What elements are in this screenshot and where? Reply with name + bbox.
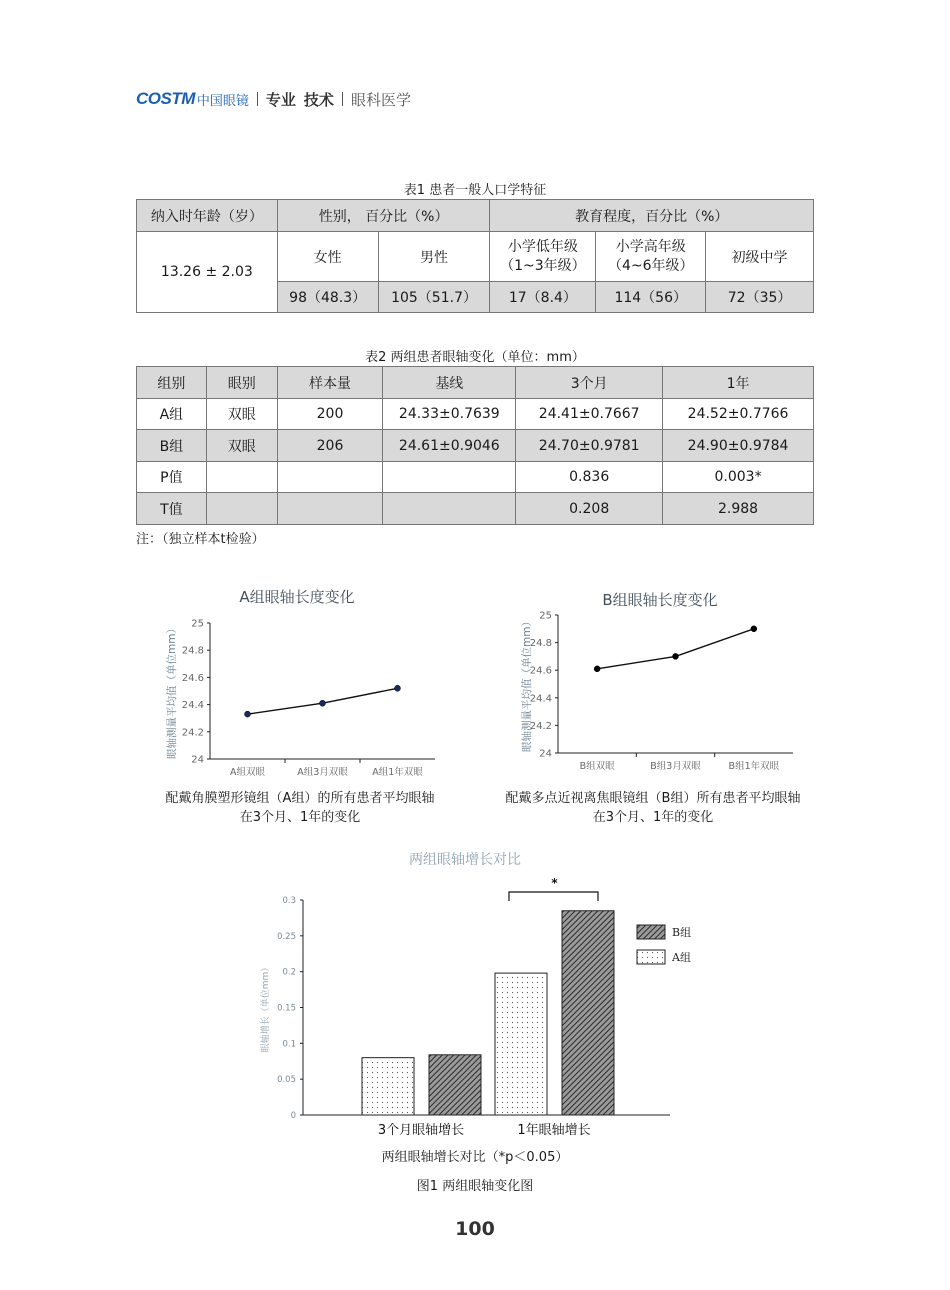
y-tick-label: 0.2 — [282, 967, 296, 978]
table1-subheader-upper-primary-line1: 小学高年级 — [615, 238, 686, 255]
table-cell: A组 — [137, 399, 207, 430]
table1-subheader-female: 女性 — [277, 232, 378, 282]
y-tick-label: 0.25 — [277, 931, 296, 942]
table2-header-cell: 眼别 — [206, 367, 277, 399]
logo-mark: COSTM — [136, 89, 195, 108]
y-tick-label: 24.6 — [181, 672, 204, 684]
bar-b — [562, 911, 614, 1115]
table-row — [137, 462, 814, 493]
table-row — [137, 399, 814, 430]
table1 — [136, 199, 814, 313]
table-cell: 双眼 — [206, 430, 277, 462]
header-divider — [342, 92, 343, 106]
legend-swatch — [637, 950, 665, 964]
table-cell: 24.70±0.9781 — [516, 430, 663, 462]
table1-age-value: 13.26 ± 2.03 — [137, 232, 278, 313]
table-cell: 206 — [277, 430, 383, 462]
significance-marker: * — [551, 876, 558, 890]
x-tick-label: B组双眼 — [579, 761, 615, 772]
x-tick-label: B组3月双眼 — [650, 761, 701, 772]
table2 — [136, 366, 814, 525]
table-cell: 0.208 — [516, 493, 663, 525]
chart-a-caption — [140, 789, 460, 827]
chart-b-caption — [488, 789, 818, 827]
table2-header-cell: 3个月 — [516, 367, 663, 399]
table1-subheader-upper-primary — [596, 232, 706, 282]
table1-header-gender: 性别， 百分比（%） — [277, 200, 490, 232]
logo-text: 中国眼镜 — [196, 93, 249, 109]
table2-header-cell: 组别 — [137, 367, 207, 399]
table-cell: 24.90±0.9784 — [663, 430, 814, 462]
y-tick-label: 0.3 — [282, 896, 296, 906]
table1-caption: 表1 患者一般人口学特征 — [403, 183, 547, 198]
chart-b-line — [518, 585, 808, 780]
x-tick-label: A组1年双眼 — [372, 767, 423, 778]
table-cell: T值 — [137, 493, 207, 525]
table-cell — [277, 462, 383, 493]
table2-caption: 表2 两组患者眼轴变化（单位：mm） — [365, 350, 585, 365]
table-cell: 0.836 — [516, 462, 663, 493]
header-section-1: 专业 — [265, 90, 296, 109]
table1-value-lower-primary: 17（8.4） — [490, 282, 596, 313]
table1-subheader-lower-primary-line2: （1~3年级） — [500, 257, 586, 274]
logo — [136, 89, 249, 109]
legend-label: B组 — [672, 926, 692, 939]
table1-header-age: 纳入时年龄（岁） — [137, 200, 278, 232]
table2-header-cell: 样本量 — [277, 367, 383, 399]
table-cell: 双眼 — [206, 399, 277, 430]
table-cell: 2.988 — [663, 493, 814, 525]
table1-value-female: 98（48.3） — [277, 282, 378, 313]
table-row — [137, 430, 814, 462]
table-cell — [206, 493, 277, 525]
y-tick-label: 24.4 — [181, 700, 204, 712]
y-tick-label: 24.8 — [529, 638, 552, 650]
chart-c-bar — [250, 845, 710, 1143]
chart-c-caption: 两组眼轴增长对比（*p＜0.05） — [381, 1150, 569, 1165]
table1-subheader-junior-high: 初级中学 — [706, 232, 814, 282]
bar-a — [495, 973, 547, 1115]
data-point — [751, 626, 757, 632]
chart-b-caption-line2: 在3个月、1年的变化 — [592, 810, 714, 825]
data-point — [320, 700, 326, 706]
table-cell: 24.41±0.7667 — [516, 399, 663, 430]
y-axis-label: 眼轴增长（单位mm） — [261, 962, 271, 1053]
table1-value-junior-high: 72（35） — [706, 282, 814, 313]
chart-a-caption-line2: 在3个月、1年的变化 — [239, 810, 361, 825]
chart-b-caption-line1: 配戴多点近视离焦眼镜组（B组）所有患者平均眼轴 — [505, 791, 801, 806]
header-section-3: 眼科医学 — [350, 90, 411, 109]
significance-bracket — [509, 892, 598, 901]
y-tick-label: 24 — [191, 754, 204, 766]
figure-caption: 图1 两组眼轴变化图 — [416, 1179, 534, 1194]
page-header — [136, 88, 411, 110]
y-tick-label: 24.6 — [529, 665, 552, 677]
header-section-2: 技术 — [303, 90, 334, 109]
table1-value-upper-primary: 114（56） — [596, 282, 706, 313]
table-cell: 24.33±0.7639 — [383, 399, 516, 430]
chart-a-caption-line1: 配戴角膜塑形镜组（A组）的所有患者平均眼轴 — [165, 791, 435, 806]
table2-header-cell: 1年 — [663, 367, 814, 399]
table-cell — [277, 493, 383, 525]
y-tick-label: 25 — [191, 618, 204, 630]
x-tick-label: 3个月眼轴增长 — [377, 1123, 465, 1138]
table-cell — [383, 462, 516, 493]
table1-subheader-lower-primary — [490, 232, 596, 282]
series-line — [597, 629, 754, 669]
chart-a-line — [160, 580, 450, 785]
y-tick-label: 0 — [290, 1111, 296, 1121]
table-cell: 200 — [277, 399, 383, 430]
table-cell: 24.52±0.7766 — [663, 399, 814, 430]
bar-b — [429, 1055, 481, 1115]
chart-title: A组眼轴长度变化 — [239, 588, 355, 606]
table-cell: 24.61±0.9046 — [383, 430, 516, 462]
table1-value-male: 105（51.7） — [378, 282, 490, 313]
x-tick-label: B组1年双眼 — [728, 761, 780, 772]
page-number: 100 — [455, 1218, 495, 1240]
y-tick-label: 24 — [539, 748, 552, 760]
legend-swatch — [637, 925, 665, 939]
chart-title: 两组眼轴增长对比 — [409, 852, 521, 868]
x-tick-label: 1年眼轴增长 — [517, 1123, 591, 1138]
y-axis-label: 眼轴测量平均值（单位mm） — [166, 623, 178, 759]
header-divider — [257, 92, 258, 106]
data-point — [673, 653, 679, 659]
y-tick-label: 24.2 — [181, 727, 204, 739]
y-tick-label: 24.2 — [529, 720, 552, 732]
table1-subheader-lower-primary-line1: 小学低年级 — [507, 238, 578, 255]
table2-note: 注：（独立样本t检验） — [136, 532, 265, 547]
y-tick-label: 0.05 — [277, 1075, 296, 1086]
y-axis-label: 眼轴测量平均值（单位mm） — [521, 616, 533, 752]
data-point — [245, 711, 251, 717]
x-tick-label: A组双眼 — [230, 767, 265, 778]
table1-header-education: 教育程度，百分比（%） — [490, 200, 814, 232]
y-tick-label: 0.1 — [282, 1039, 296, 1050]
table-cell: P值 — [137, 462, 207, 493]
chart-title: B组眼轴长度变化 — [602, 591, 718, 609]
table2-header-cell: 基线 — [383, 367, 516, 399]
table-cell: B组 — [137, 430, 207, 462]
y-tick-label: 0.15 — [277, 1003, 296, 1014]
table-row — [137, 493, 814, 525]
y-tick-label: 24.4 — [529, 693, 552, 705]
bar-a — [362, 1058, 414, 1115]
table-cell — [206, 462, 277, 493]
legend-label: A组 — [672, 951, 691, 964]
y-tick-label: 24.8 — [181, 645, 204, 657]
table1-subheader-upper-primary-line2: （4~6年级） — [607, 257, 694, 274]
table-cell: 0.003* — [663, 462, 814, 493]
data-point — [594, 666, 600, 672]
table2-header-row — [137, 367, 814, 399]
x-tick-label: A组3月双眼 — [297, 767, 348, 778]
table-cell — [383, 493, 516, 525]
data-point — [395, 685, 401, 691]
table1-subheader-male: 男性 — [378, 232, 490, 282]
y-tick-label: 25 — [539, 610, 552, 622]
